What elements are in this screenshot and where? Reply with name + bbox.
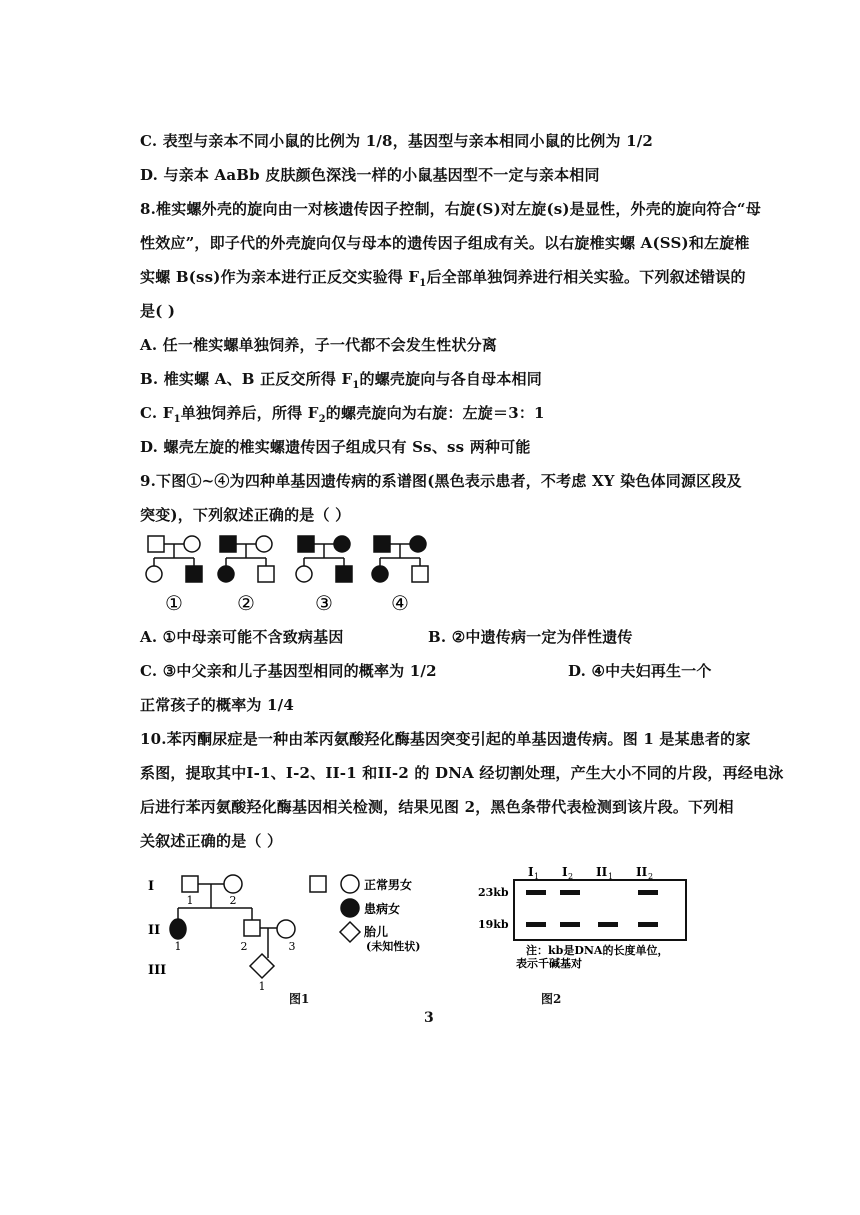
figure1-caption: 图1 [289,992,310,1006]
legend-female-icon [341,875,359,893]
band-II2-19kb [638,922,658,927]
fig2-size-19kb: 19kb [478,918,509,931]
fig1-num: 1 [258,980,266,993]
fig2-col-I1: I [528,865,534,879]
pedigree4-son [412,566,428,582]
pedigree1-father [148,536,164,552]
pedigree4-daughter [372,566,388,582]
fig2-col-I1-sub: 1 [534,872,540,881]
pedigree3-daughter [296,566,312,582]
pedigree-label-4: ④ [391,591,409,615]
figure2-caption: 图2 [541,992,562,1006]
pedigree4-father [374,536,390,552]
fig2-note-1: 注：kb是DNA的长度单位， [526,944,669,957]
q10-stem-4: 关叙述正确的是（ ） [140,832,283,850]
pedigree2-daughter [218,566,234,582]
q8-option-c: C. $F_1$单独饲养后，所得 $F_2$的螺壳旋向为右旋：左旋＝3：1 [140,404,545,425]
q8-option-a: A. 任一椎实螺单独饲养，子一代都不会发生性状分离 [140,336,498,354]
pedigree2-father [220,536,236,552]
q9-stem-2: 突变)，下列叙述正确的是（ ） [140,506,351,524]
pedigree2-son [258,566,274,582]
legend-fetus-label: 胎儿 [364,925,389,939]
pedigree1-mother [184,536,200,552]
q9-option-a: A. ①中母亲可能不含致病基因 [140,628,344,646]
q9-option-d-cont: 正常孩子的概率为 1/4 [140,696,294,714]
fig2-col-I2: I [562,865,568,879]
fig1-I2-female [224,875,242,893]
page-number: 3 [424,1010,434,1026]
option-d-q7: D. 与亲本 AaBb 皮肤颜色深浅一样的小鼠基因型不一定与亲本相同 [140,166,600,184]
fig1-I1-male [182,876,198,892]
pedigree-label-2: ② [237,591,255,615]
q9-option-b: B. ②中遗传病一定为伴性遗传 [428,628,633,646]
fig1-II2-male [244,920,260,936]
fig2-note-2: 表示千碱基对 [516,957,582,970]
fig1-num: 2 [240,940,248,953]
q8-option-d: D. 螺壳左旋的椎实螺遗传因子组成只有 Ss、ss 两种可能 [140,438,531,456]
fig2-gel-frame [514,880,686,940]
q8-stem-3: 实螺 B(ss)作为亲本进行正反交实验得 $F_1$后全部单独饲养进行相关实验。下列叙述错误的 [140,268,746,289]
fig2-col-I2-sub: 2 [568,872,574,881]
fig1-gen-II: II [148,923,161,938]
legend-fetus-icon [340,922,360,942]
band-I2-23kb [560,890,580,895]
fig1-gen-III: III [148,963,167,978]
pedigree-label-3: ③ [315,591,333,615]
band-II1-19kb [598,922,618,927]
q9-option-d: D. ④中夫妇再生一个 [568,662,712,680]
pedigree3-son [336,566,352,582]
q10-stem-3: 后进行苯丙氨酸羟化酶基因相关检测，结果见图 2，黑色条带代表检测到该片段。下列相 [140,798,734,816]
pedigree1-daughter [146,566,162,582]
q10-stem-2: 系图，提取其中I-1、I-2、II-1 和II-2 的 DNA 经切割处理，产生大小不同的片段，再经电泳 [140,764,784,782]
pedigree3-mother [334,536,350,552]
fig1-num: 1 [186,894,194,907]
legend-fetus-note: (未知性状) [366,940,421,953]
fig2-col-II2: II [636,865,648,879]
legend-normal-label: 正常男女 [364,878,413,892]
pedigree-label-1: ① [165,591,183,615]
pedigree3-father [298,536,314,552]
pedigree1-son [186,566,202,582]
fig1-num: 3 [288,940,296,953]
pedigree2-mother [256,536,272,552]
figure1-pedigree [140,868,460,993]
option-c-q7: C. 表型与亲本不同小鼠的比例为 1/8，基因型与亲本相同小鼠的比例为 1/2 [140,132,654,150]
fig1-gen-I: I [148,879,155,894]
fig2-col-II2-sub: 2 [648,872,654,881]
legend-male-icon [310,876,326,892]
q8-stem-4: 是( ) [140,302,176,320]
fig1-num: 2 [229,894,237,907]
legend-affected-label: 患病女 [364,902,401,916]
fig1-II3-female [277,920,295,938]
q9-option-c: C. ③中父亲和儿子基因型相同的概率为 1/2 [140,662,437,680]
q8-stem-2: 性效应”，即子代的外壳旋向仅与母本的遗传因子组成有关。以右旋椎实螺 A(SS)和左旋椎 [140,234,750,252]
fig1-III1-fetus [250,954,274,978]
fig2-size-23kb: 23kb [478,886,509,899]
q8-option-b: B. 椎实螺 A、B 正反交所得 $F_1$的螺壳旋向与各自母本相同 [140,370,542,391]
fig1-num: 1 [174,940,182,953]
band-I2-19kb [560,922,580,927]
q8-stem-1: 8.椎实螺外壳的旋向由一对核遗传因子控制，右旋(S)对左旋(s)是显性，外壳的旋向符合“母 [140,200,761,218]
band-I1-19kb [526,922,546,927]
fig2-col-II1: II [596,865,608,879]
fig1-II1-affected-female [170,919,186,939]
figure2-electrophoresis [476,856,696,981]
fig2-col-II1-sub: 1 [608,872,614,881]
q10-stem-1: 10.苯丙酮尿症是一种由苯丙氨酸羟化酶基因突变引起的单基因遗传病。图 1 是某患者的家 [140,730,751,748]
band-I1-23kb [526,890,546,895]
legend-affected-icon [341,899,359,917]
band-II2-23kb [638,890,658,895]
q9-stem-1: 9.下图①~④为四种单基因遗传病的系谱图(黑色表示患者，不考虑 XY 染色体同源区段及 [140,472,742,490]
q9-pedigree-figure [140,528,450,620]
pedigree4-mother [410,536,426,552]
